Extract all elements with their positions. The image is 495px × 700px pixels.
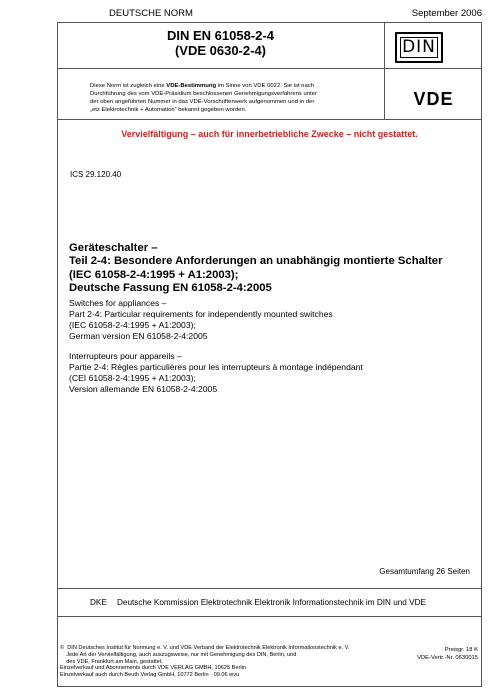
title-line: German version EN 61058-2-4:2005	[69, 331, 208, 341]
standard-number	[57, 28, 384, 58]
vde-note	[90, 82, 380, 114]
copy-warning: Vervielfältigung – auch für innerbetriebliche Zwecke – nicht gestattet.	[121, 129, 418, 139]
standard-vde-number: (VDE 0630-2-4)	[174, 43, 267, 58]
din-logo-text: DIN	[402, 37, 436, 57]
divider-title	[57, 68, 482, 69]
divider-dke-bottom	[57, 616, 482, 617]
title-french	[69, 351, 469, 395]
vde-note-line: der oben angeführten Nummer in das VDE-Vorschriftenwerk aufgenommen und in der	[90, 99, 315, 105]
copyright-notice	[60, 645, 360, 679]
vde-note-line: Diese Norm ist zugleich eine VDE-Bestimmung im Sinne von VDE 0022. Sie ist nach	[90, 83, 314, 89]
dke-abbr: DKE	[90, 598, 107, 607]
title-line: Switches for appliances –	[69, 298, 167, 308]
divider-note	[57, 119, 482, 120]
title-line: (CEI 61058-2-4:1995 + A1:2003);	[69, 373, 196, 383]
title-english	[69, 298, 469, 342]
header-date: September 2006	[411, 8, 482, 19]
divider-dke-top	[57, 588, 482, 589]
vde-logo: VDE	[413, 88, 454, 109]
vde-note-line: „etz Elektrotechnik + Automation“ bekannt gegeben worden.	[90, 107, 247, 113]
ics-code: ICS 29.120.40	[70, 170, 122, 179]
title-line: Deutsche Fassung EN 61058-2-4:2005	[69, 282, 272, 295]
title-line: Version allemande EN 61058-2-4:2005	[69, 384, 218, 394]
title-line: (IEC 61058-2-4:1995 + A1:2003);	[69, 268, 239, 281]
vde-note-line: Durchführung des vom VDE-Präsidium beschlossenen Genehmigungsverfahrens unter	[90, 91, 317, 97]
title-line: Geräteschalter –	[69, 242, 158, 254]
footer-line: Einzelverkauf und Abonnements durch VDE VERLAG GMBH, 10625 Berlin	[60, 665, 246, 672]
divider-logo-column	[384, 22, 385, 119]
title-line: Partie 2-4: Règles particulières pour les interrupteurs à montage indépendant	[69, 362, 363, 372]
title-line: Part 2-4: Particular requirements for independently mounted switches	[69, 309, 333, 319]
title-line: Interrupteurs pour appareils –	[69, 351, 182, 361]
footer-line: Jede Art der Vervielfältigung, auch auszugsweise, nur mit Genehmigung des DIN, Berlin, und	[60, 651, 297, 658]
title-line: (IEC 61058-2-4:1995 + A1:2003);	[69, 320, 196, 330]
footer-line: Einzelverkauf auch durch Beuth Verlag GmbH, 10772 Berlin · 09.06 wvu	[60, 672, 240, 679]
dke-name: Deutsche Kommission Elektrotechnik Elektronik Informationstechnik im DIN und VDE	[117, 598, 426, 607]
din-logo	[395, 32, 443, 63]
total-pages: Gesamtumfang 26 Seiten	[379, 567, 470, 576]
footer-line: des VDE, Frankfurt am Main, gestattet.	[60, 658, 163, 665]
standard-din-number: DIN EN 61058-2-4	[167, 28, 274, 43]
price-group: Preisgr. 18 K	[444, 647, 478, 653]
order-number: VDE-Vertr.-Nr. 0630015	[417, 654, 478, 661]
footer-line: © DIN Deutsches Institut für Normung e. V. und VDE Verband der Elektrotechnik Elektronik Informationstechnik e. V.	[60, 645, 350, 651]
header-norm-label: DEUTSCHE NORM	[109, 8, 193, 19]
title-line: Teil 2-4: Besondere Anforderungen an unabhängig montierte Schalter	[69, 255, 443, 268]
price-info	[380, 647, 478, 662]
title-german	[69, 242, 469, 296]
